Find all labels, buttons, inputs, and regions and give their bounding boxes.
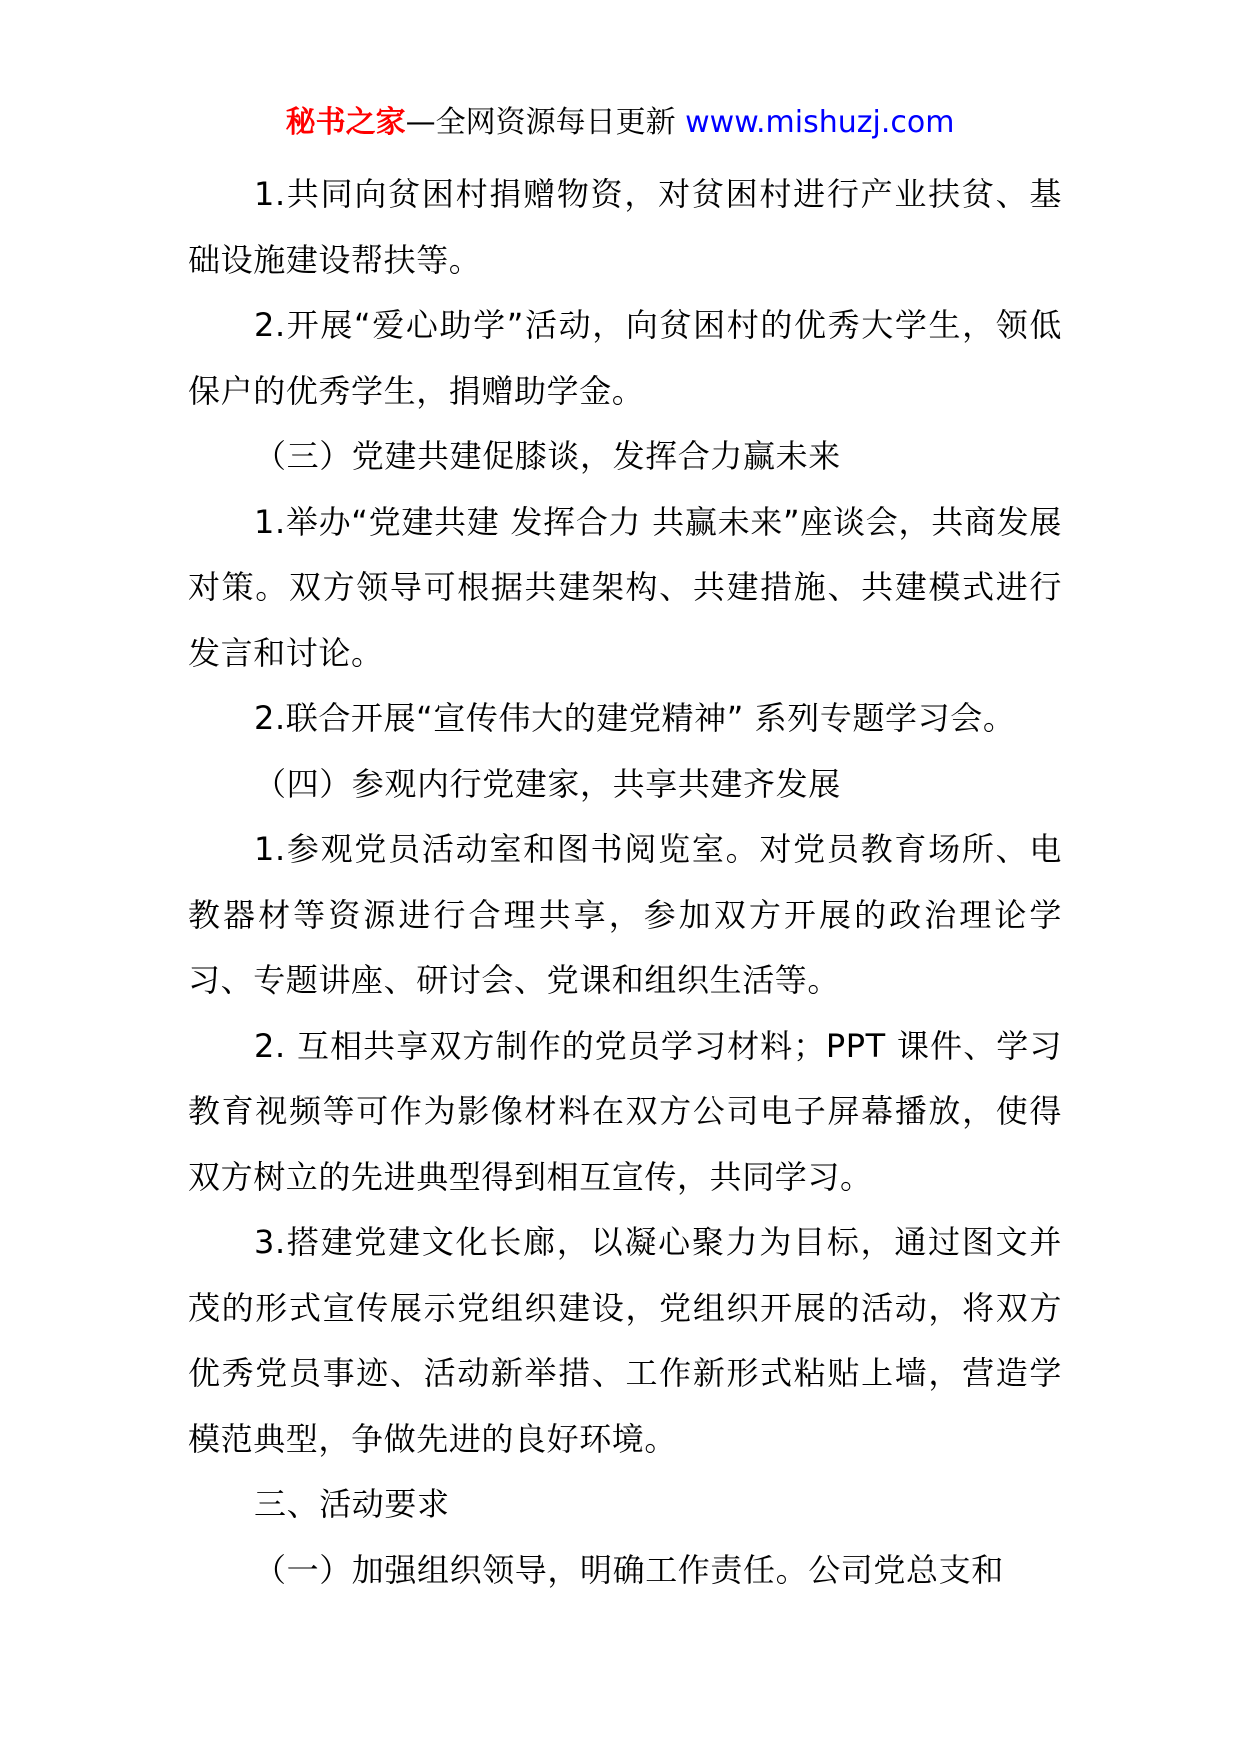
paragraph-item-9: 3.搭建党建文化长廊，以凝心聚力为目标，通过图文并茂的形式宣传展示党组织建设，党组织开展的活动，将双方优秀党员事迹、活动新举措、工作新形式粘贴上墙，营造学模范典型，争做先进的良好环境。 (188, 1223, 1062, 1458)
header-slogan: —全网资源每日更新 (405, 105, 686, 140)
section-heading-3: （三）党建共建促膝谈，发挥合力赢未来 (254, 437, 841, 475)
paragraph-item-1: 1.共同向贫困村捐赠物资，对贫困村进行产业扶贫、基础设施建设帮扶等。 (188, 175, 1062, 279)
paragraph-item-11: （一）加强组织领导，明确工作责任。公司党总支和 (254, 1550, 1004, 1589)
section-heading-10: 三、活动要求 (254, 1485, 450, 1523)
paragraph-item-5: 2.联合开展“宣传伟大的建党精神” 系列专题学习会。 (254, 699, 1016, 737)
document-body (188, 162, 1062, 1603)
page-header (0, 101, 1240, 145)
paragraph-item-4: 1.举办“党建共建 发挥合力 共赢未来”座谈会，共商发展对策。双方领导可根据共建架构、共建措施、共建模式进行发言和讨论。 (188, 502, 1062, 672)
header-brand: 秘书之家 (285, 105, 406, 140)
paragraph-item-7: 1.参观党员活动室和图书阅览室。对党员教育场所、电教器材等资源进行合理共享，参加双方开展的政治理论学习、专题讲座、研讨会、党课和组织生活等。 (188, 830, 1062, 999)
paragraph-item-8: 2. 互相共享双方制作的党员学习材料；PPT 课件、学习教育视频等可作为影像材料在双方公司电子屏幕播放，使得双方树立的先进典型得到相互宣传，共同学习。 (188, 1026, 1062, 1196)
header-url-link[interactable]: www.mishuzj.com (685, 105, 955, 140)
paragraph-item-2: 2.开展“爱心助学”活动，向贫困村的优秀大学生，领低保户的优秀学生，捐赠助学金。 (188, 306, 1062, 410)
section-heading-6: （四）参观内行党建家，共享共建齐发展 (254, 764, 841, 803)
